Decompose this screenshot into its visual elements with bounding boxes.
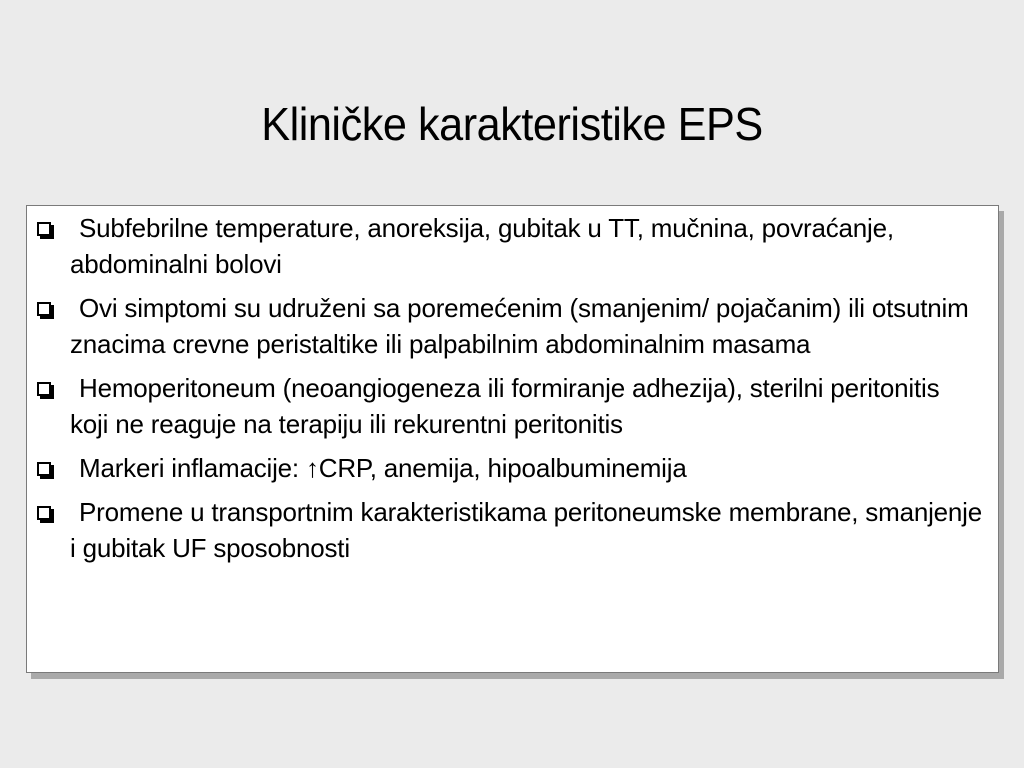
bullet-item — [33, 370, 984, 442]
checkbox-bullet-icon — [37, 382, 51, 396]
bullet-text: Promene u transportnim karakteristikama peritoneumske membrane, smanjenje i gubitak UF sposobnosti — [70, 497, 983, 563]
bullet-text: Hemoperitoneum (neoangiogeneza ili formiranje adhezija), sterilni peritonitis koji ne reaguje na terapiju ili rekurentni peritonitis — [70, 373, 940, 439]
checkbox-bullet-icon — [37, 462, 51, 476]
bullet-text: Ovi simptomi su udruženi sa poremećenim (smanjenim/ pojačanim) ili otsutnim znacima crevne peristaltike ili palpabilnim abdominalnim masama — [70, 293, 969, 359]
bullet-item — [33, 450, 984, 486]
bullet-item — [33, 290, 984, 362]
checkbox-bullet-icon — [37, 222, 51, 236]
bullet-item — [33, 494, 984, 566]
slide-title: Kliničke karakteristike EPS — [261, 98, 763, 150]
bullet-text: Subfebrilne temperature, anoreksija, gubitak u TT, mučnina, povraćanje, abdominalni bolovi — [70, 213, 894, 279]
bullet-list — [27, 206, 998, 566]
bullet-item — [33, 210, 984, 282]
bullet-text: Markeri inflamacije: ↑CRP, anemija, hipoalbuminemija — [79, 453, 687, 483]
checkbox-bullet-icon — [37, 302, 51, 316]
checkbox-bullet-icon — [37, 506, 51, 520]
content-box — [26, 205, 999, 673]
